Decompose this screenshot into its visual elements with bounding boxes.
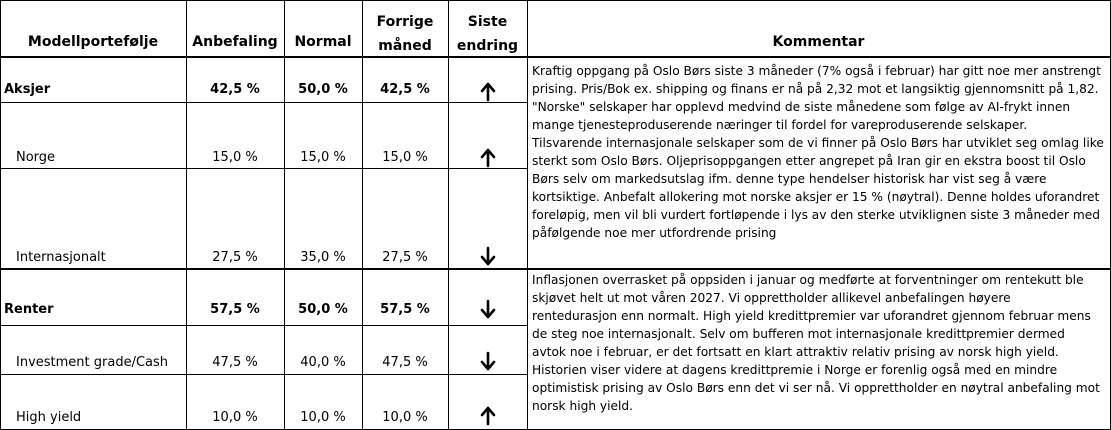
previous-value: 10,0 % [382, 410, 428, 425]
arrow-up-icon [478, 82, 498, 102]
previous-value: 42,5 % [380, 82, 430, 97]
recommendation-value: 57,5 % [210, 302, 260, 317]
recommendation-value: 10,0 % [212, 410, 258, 425]
comment-equities [532, 62, 1104, 242]
header-portfolio: Modellportefølje [27, 34, 159, 50]
comment-line: prising. Pris/Bok ex. shipping og finans er nå på 2,32 mot et langsiktig gjennomsnitt på 1,82. [532, 82, 1099, 96]
header-normal: Normal [294, 34, 352, 50]
col-divider [448, 0, 449, 430]
table-border-top [0, 0, 1111, 1]
comment-line: foreløpig, men vil bli vurdert fortløpende i lys av den sterke utviklignen siste 3 måneder med [532, 208, 1100, 222]
comment-line: norsk high yield. [532, 399, 634, 413]
header-previous-month: Forrige måned [376, 14, 434, 54]
arrow-up-icon [478, 406, 498, 426]
comment-line: rentedurasjon enn normalt. High yield kredittpremier var uforandret gjennom februar mens [532, 309, 1091, 323]
row-label-international: Internasjonalt [16, 250, 106, 265]
arrow-down-icon [478, 351, 498, 371]
comment-line: optimistisk prising av Oslo Børs enn det vi ser nå. Vi opprettholder en nøytral anbefaling mot [532, 381, 1100, 395]
comment-line: de steg noe internasjonalt. Selv om bufferen mot internasjonale kredittpremier dermed [532, 327, 1065, 341]
normal-value: 40,0 % [300, 355, 346, 370]
normal-value: 50,0 % [298, 82, 348, 97]
row-label-high-yield: High yield [16, 410, 82, 425]
normal-value: 50,0 % [298, 302, 348, 317]
comment-line: kortsiktige. Anbefalt allokering mot norske aksjer er 15 % (nøytral). Denne holdes uforandret [532, 190, 1100, 204]
row-label-fixed-income: Renter [4, 302, 54, 317]
header-recommendation: Anbefaling [192, 34, 278, 50]
previous-value: 15,0 % [382, 150, 428, 165]
arrow-down-icon [478, 246, 498, 266]
header-last-change: Siste endring [456, 14, 519, 54]
normal-value: 15,0 % [300, 150, 346, 165]
row-label-equities: Aksjer [4, 82, 51, 97]
comment-line: Kraftig oppgang på Oslo Børs siste 3 måneder (7% også i februar) har gitt noe mer anstrengt [532, 64, 1101, 78]
comment-line: påfølgende noe mer utfordrende prising [532, 226, 777, 240]
normal-value: 35,0 % [300, 250, 346, 265]
arrow-up-icon [478, 148, 498, 168]
arrow-down-icon [478, 299, 498, 319]
header-divider [0, 56, 1111, 58]
col-divider [0, 0, 1, 430]
header-comment: Kommentar [772, 34, 865, 50]
comment-line: "Norske" selskaper har opplevd medvind de siste månedene som følge av AI-frykt innen [532, 100, 1071, 114]
row-label-investment-grade: Investment grade/Cash [16, 355, 169, 370]
comment-line: sterkt som Oslo Børs. Oljeprisoppgangen etter angrepet på Iran gir en ekstra boost til Oslo [532, 154, 1086, 168]
previous-value: 57,5 % [380, 302, 430, 317]
row-label-norway: Norge [16, 150, 56, 165]
comment-line: Inflasjonen overrasket på oppsiden i januar og medførte at forventninger om rentekutt ble [532, 273, 1084, 287]
comment-line: avtok noe i februar, er det fortsatt en klart attraktiv relativ prising av norsk high yield. [532, 345, 1059, 359]
previous-value: 27,5 % [382, 250, 428, 265]
comment-line: skjøvet helt ut mot våren 2027. Vi opprettholder allikevel anbefalingen høyere [532, 291, 1011, 305]
recommendation-value: 27,5 % [212, 250, 258, 265]
normal-value: 10,0 % [300, 410, 346, 425]
section-divider [0, 268, 1111, 270]
comment-line: Tilsvarende internasjonale selskaper som de vi finner på Oslo Børs har utviklet seg omlag like [532, 136, 1104, 150]
recommendation-value: 15,0 % [212, 150, 258, 165]
previous-value: 47,5 % [382, 355, 428, 370]
comment-line: Historien viser videre at dagens kredittpremie i Norge er forenlig også med en mindre [532, 363, 1058, 377]
comment-line: mange tjenesteproduserende næringer til fordel for vareproduserende selskaper. [532, 118, 1028, 132]
recommendation-value: 47,5 % [212, 355, 258, 370]
comment-line: Børs selv om markedsutslag ifm. denne type hendelser historisk har vist seg å være [532, 172, 1047, 186]
col-divider [527, 0, 528, 430]
comment-fixed-income [532, 271, 1100, 415]
recommendation-value: 42,5 % [210, 82, 260, 97]
